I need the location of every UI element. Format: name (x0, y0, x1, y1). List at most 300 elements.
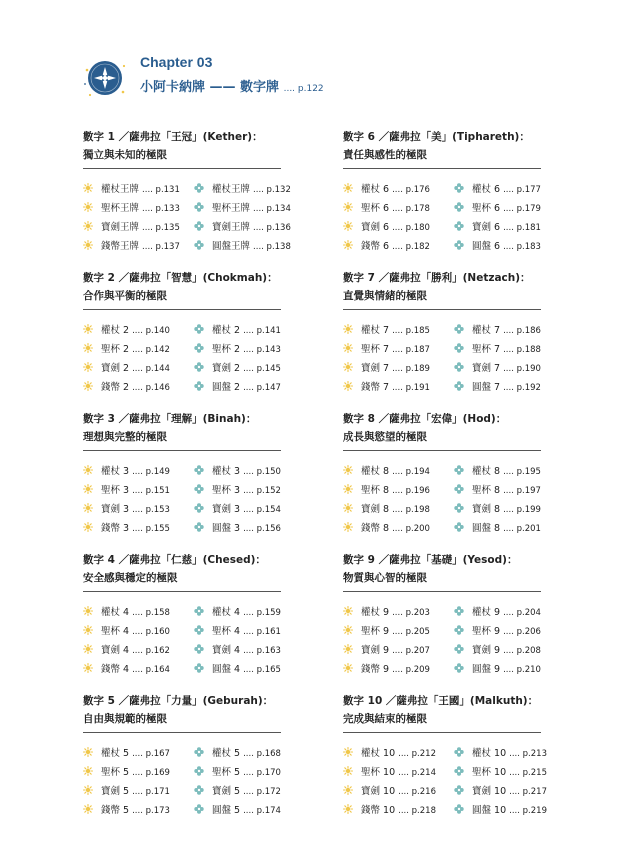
flower-icon (194, 625, 204, 635)
card-list (343, 747, 553, 827)
card-name: 圓盤 3 (212, 523, 241, 534)
card-name: 聖杯 6 (472, 203, 501, 214)
card-page-ref: .... p.189 (392, 364, 430, 374)
number-section (343, 410, 553, 545)
sun-icon (83, 221, 93, 231)
card-entry (83, 465, 170, 479)
section-title: 數字 2 ／薩弗拉「智慧」(Chokmah)： (83, 272, 278, 284)
section-divider (343, 591, 541, 592)
sun-icon (83, 747, 93, 757)
card-name: 聖杯 3 (101, 485, 130, 496)
card-entry (343, 484, 430, 498)
card-name: 權杖 10 (472, 748, 507, 759)
card-list (83, 183, 293, 263)
card-page-ref: .... p.180 (392, 223, 430, 233)
chapter-header (83, 52, 503, 102)
card-page-ref: .... p.190 (503, 364, 541, 374)
section-divider (83, 309, 281, 310)
card-page-ref: .... p.197 (503, 486, 541, 496)
card-name: 寶劍 8 (361, 504, 390, 515)
card-entry (194, 785, 281, 799)
card-name: 寶劍 6 (472, 222, 501, 233)
card-name: 聖杯 8 (361, 485, 390, 496)
card-entry (454, 522, 541, 536)
flower-icon (194, 663, 204, 673)
card-entry (343, 343, 430, 357)
card-page-ref: .... p.192 (503, 383, 541, 393)
flower-icon (454, 606, 464, 616)
sun-icon (343, 484, 353, 494)
card-entry (343, 606, 430, 620)
sun-icon (343, 465, 353, 475)
card-name: 聖杯 9 (361, 626, 390, 637)
sun-icon (83, 644, 93, 654)
card-page-ref: .... p.159 (243, 608, 281, 618)
card-page-ref: .... p.214 (398, 768, 436, 778)
card-entry (194, 465, 281, 479)
chapter-title-text: 小阿卡納牌 —— 數字牌 (140, 80, 280, 95)
flower-icon (454, 202, 464, 212)
card-name: 聖杯 3 (212, 485, 241, 496)
card-name: 錢幣 7 (361, 382, 390, 393)
card-entry (194, 324, 281, 338)
flower-icon (194, 183, 204, 193)
sun-icon (83, 606, 93, 616)
card-page-ref: .... p.152 (243, 486, 281, 496)
flower-icon (194, 343, 204, 353)
card-name: 權杖王牌 (212, 184, 251, 195)
card-name: 錢幣 5 (101, 805, 130, 816)
section-subtitle: 成長與慾望的極限 (343, 431, 427, 443)
card-page-ref: .... p.206 (503, 627, 541, 637)
card-entry (83, 625, 170, 639)
sun-icon (83, 465, 93, 475)
card-entry (343, 663, 430, 677)
card-name: 聖杯 2 (101, 344, 130, 355)
card-entry (83, 202, 180, 216)
number-section (83, 551, 293, 686)
card-entry (83, 362, 170, 376)
sun-icon (343, 240, 353, 250)
card-entry (454, 240, 541, 254)
sun-icon (343, 625, 353, 635)
flower-icon (454, 747, 464, 757)
card-list (83, 606, 293, 686)
number-section (83, 128, 293, 263)
card-entry (454, 766, 547, 780)
card-page-ref: .... p.181 (503, 223, 541, 233)
card-name: 聖杯 9 (472, 626, 501, 637)
card-entry (83, 183, 180, 197)
card-name: 權杖 7 (472, 325, 501, 336)
card-name: 錢幣 2 (101, 382, 130, 393)
card-entry (454, 606, 541, 620)
card-page-ref: .... p.155 (132, 524, 170, 534)
card-name: 寶劍 2 (212, 363, 241, 374)
card-name: 圓盤 8 (472, 523, 501, 534)
card-name: 權杖 10 (361, 748, 396, 759)
card-name: 權杖 2 (101, 325, 130, 336)
card-page-ref: .... p.209 (392, 665, 430, 675)
sun-icon (343, 522, 353, 532)
card-name: 寶劍 7 (361, 363, 390, 374)
card-name: 權杖 6 (472, 184, 501, 195)
flower-icon (454, 522, 464, 532)
card-name: 聖杯 5 (101, 767, 130, 778)
chapter-title (140, 76, 324, 95)
card-name: 圓盤 9 (472, 664, 501, 675)
card-page-ref: .... p.201 (503, 524, 541, 534)
flower-icon (194, 381, 204, 391)
card-name: 圓盤王牌 (212, 241, 251, 252)
card-page-ref: .... p.178 (392, 204, 430, 214)
card-name: 錢幣 6 (361, 241, 390, 252)
card-name: 寶劍王牌 (101, 222, 140, 233)
sun-icon (343, 202, 353, 212)
section-title: 數字 10 ／薩弗拉「王國」(Malkuth)： (343, 695, 539, 707)
card-name: 寶劍 9 (472, 645, 501, 656)
card-entry (83, 484, 170, 498)
card-entry (194, 240, 291, 254)
card-entry (454, 221, 541, 235)
flower-icon (454, 663, 464, 673)
number-section (343, 269, 553, 404)
card-name: 權杖 8 (472, 466, 501, 477)
card-page-ref: .... p.215 (509, 768, 547, 778)
sun-icon (343, 663, 353, 673)
card-page-ref: .... p.135 (142, 223, 180, 233)
card-page-ref: .... p.140 (132, 326, 170, 336)
section-divider (343, 309, 541, 310)
card-name: 寶劍 3 (212, 504, 241, 515)
sun-icon (83, 766, 93, 776)
sun-icon (343, 503, 353, 513)
sun-icon (83, 343, 93, 353)
card-entry (454, 484, 541, 498)
card-page-ref: .... p.156 (243, 524, 281, 534)
chapter-label: Chapter 03 (140, 54, 213, 70)
section-title: 數字 1 ／薩弗拉「王冠」(Kether)： (83, 131, 263, 143)
card-page-ref: .... p.137 (142, 242, 180, 252)
card-name: 圓盤 4 (212, 664, 241, 675)
card-entry (343, 766, 436, 780)
card-page-ref: .... p.145 (243, 364, 281, 374)
card-page-ref: .... p.179 (503, 204, 541, 214)
card-entry (194, 484, 281, 498)
flower-icon (454, 381, 464, 391)
sun-icon (343, 804, 353, 814)
section-subtitle: 理想與完整的極限 (83, 431, 167, 443)
card-entry (454, 644, 541, 658)
card-name: 聖杯 7 (361, 344, 390, 355)
card-page-ref: .... p.205 (392, 627, 430, 637)
card-list (83, 324, 293, 404)
card-name: 聖杯 4 (101, 626, 130, 637)
card-entry (343, 747, 436, 761)
card-name: 權杖王牌 (101, 184, 140, 195)
card-name: 權杖 5 (212, 748, 241, 759)
card-name: 寶劍 6 (361, 222, 390, 233)
card-name: 錢幣 10 (361, 805, 396, 816)
sun-icon (343, 785, 353, 795)
card-entry (194, 362, 281, 376)
sun-icon (83, 362, 93, 372)
sun-icon (343, 381, 353, 391)
card-entry (343, 644, 430, 658)
section-divider (83, 168, 281, 169)
card-name: 權杖 3 (101, 466, 130, 477)
card-page-ref: .... p.142 (132, 345, 170, 355)
card-name: 圓盤 10 (472, 805, 507, 816)
card-entry (83, 644, 170, 658)
flower-icon (194, 606, 204, 616)
flower-icon (194, 522, 204, 532)
card-page-ref: .... p.172 (243, 787, 281, 797)
card-name: 寶劍 10 (361, 786, 396, 797)
card-page-ref: .... p.163 (243, 646, 281, 656)
card-entry (83, 663, 170, 677)
section-subtitle: 直覺與情緒的極限 (343, 290, 427, 302)
card-page-ref: .... p.165 (243, 665, 281, 675)
card-entry (454, 785, 547, 799)
card-list (343, 606, 553, 686)
sun-icon (343, 766, 353, 776)
card-name: 聖杯 7 (472, 344, 501, 355)
card-entry (454, 381, 541, 395)
card-name: 圓盤 7 (472, 382, 501, 393)
card-page-ref: .... p.177 (503, 185, 541, 195)
card-name: 聖杯王牌 (101, 203, 140, 214)
flower-icon (194, 766, 204, 776)
card-page-ref: .... p.194 (392, 467, 430, 477)
section-subtitle: 獨立與未知的極限 (83, 149, 167, 161)
number-section (83, 269, 293, 404)
section-divider (343, 732, 541, 733)
sun-icon (83, 324, 93, 334)
card-page-ref: .... p.143 (243, 345, 281, 355)
section-title: 數字 3 ／薩弗拉「理解」(Binah)： (83, 413, 257, 425)
number-section (343, 692, 553, 827)
card-entry (194, 606, 281, 620)
card-list (343, 183, 553, 263)
card-page-ref: .... p.136 (253, 223, 291, 233)
card-entry (343, 324, 430, 338)
chapter-page-ref: .... p.122 (283, 84, 324, 94)
card-entry (194, 503, 281, 517)
card-entry (343, 625, 430, 639)
card-page-ref: .... p.217 (509, 787, 547, 797)
card-page-ref: .... p.134 (253, 204, 291, 214)
section-title: 數字 4 ／薩弗拉「仁慈」(Chesed)： (83, 554, 266, 566)
card-entry (83, 747, 170, 761)
card-entry (83, 522, 170, 536)
card-list (343, 465, 553, 545)
flower-icon (454, 343, 464, 353)
flower-icon (454, 240, 464, 250)
card-name: 聖杯 5 (212, 767, 241, 778)
sun-icon (83, 804, 93, 814)
card-entry (343, 183, 430, 197)
card-name: 聖杯王牌 (212, 203, 251, 214)
card-page-ref: .... p.174 (243, 806, 281, 816)
flower-icon (194, 202, 204, 212)
card-name: 圓盤 6 (472, 241, 501, 252)
card-page-ref: .... p.216 (398, 787, 436, 797)
card-name: 寶劍 4 (212, 645, 241, 656)
card-page-ref: .... p.191 (392, 383, 430, 393)
section-subtitle: 責任與感性的極限 (343, 149, 427, 161)
sun-icon (83, 785, 93, 795)
card-name: 寶劍 2 (101, 363, 130, 374)
card-page-ref: .... p.185 (392, 326, 430, 336)
card-entry (194, 766, 281, 780)
card-entry (343, 465, 430, 479)
card-page-ref: .... p.210 (503, 665, 541, 675)
card-page-ref: .... p.168 (243, 749, 281, 759)
section-divider (343, 450, 541, 451)
card-page-ref: .... p.138 (253, 242, 291, 252)
sun-icon (83, 381, 93, 391)
card-name: 權杖 9 (361, 607, 390, 618)
card-name: 錢幣 9 (361, 664, 390, 675)
card-name: 聖杯 2 (212, 344, 241, 355)
card-name: 權杖 8 (361, 466, 390, 477)
number-section (343, 128, 553, 263)
card-name: 權杖 2 (212, 325, 241, 336)
card-entry (194, 221, 291, 235)
card-entry (454, 465, 541, 479)
card-name: 聖杯 10 (472, 767, 507, 778)
card-name: 寶劍 5 (101, 786, 130, 797)
sun-icon (343, 606, 353, 616)
card-name: 錢幣 3 (101, 523, 130, 534)
card-name: 寶劍 10 (472, 786, 507, 797)
card-page-ref: .... p.199 (503, 505, 541, 515)
flower-icon (454, 362, 464, 372)
section-divider (83, 450, 281, 451)
card-entry (454, 747, 547, 761)
card-page-ref: .... p.203 (392, 608, 430, 618)
card-entry (343, 804, 436, 818)
card-list (83, 465, 293, 545)
card-list (343, 324, 553, 404)
card-page-ref: .... p.212 (398, 749, 436, 759)
flower-icon (454, 183, 464, 193)
card-page-ref: .... p.183 (503, 242, 541, 252)
flower-icon (194, 503, 204, 513)
sun-icon (83, 663, 93, 673)
section-title: 數字 8 ／薩弗拉「宏偉」(Hod)： (343, 413, 507, 425)
flower-icon (454, 804, 464, 814)
card-page-ref: .... p.153 (132, 505, 170, 515)
card-page-ref: .... p.162 (132, 646, 170, 656)
card-entry (454, 362, 541, 376)
card-entry (343, 240, 430, 254)
card-entry (343, 221, 430, 235)
flower-icon (454, 465, 464, 475)
card-name: 權杖 6 (361, 184, 390, 195)
card-name: 權杖 4 (101, 607, 130, 618)
card-entry (454, 804, 547, 818)
card-entry (83, 606, 170, 620)
card-page-ref: .... p.158 (132, 608, 170, 618)
flower-icon (454, 484, 464, 494)
flower-icon (454, 503, 464, 513)
card-name: 權杖 7 (361, 325, 390, 336)
card-name: 錢幣 8 (361, 523, 390, 534)
card-page-ref: .... p.160 (132, 627, 170, 637)
card-page-ref: .... p.200 (392, 524, 430, 534)
card-entry (83, 503, 170, 517)
card-page-ref: .... p.186 (503, 326, 541, 336)
card-entry (454, 663, 541, 677)
section-subtitle: 完成與結束的極限 (343, 713, 427, 725)
card-page-ref: .... p.169 (132, 768, 170, 778)
card-entry (83, 240, 180, 254)
card-page-ref: .... p.173 (132, 806, 170, 816)
number-section (83, 410, 293, 545)
sun-icon (343, 221, 353, 231)
card-page-ref: .... p.213 (509, 749, 547, 759)
card-page-ref: .... p.150 (243, 467, 281, 477)
card-name: 聖杯 4 (212, 626, 241, 637)
card-entry (194, 644, 281, 658)
card-name: 寶劍 8 (472, 504, 501, 515)
flower-icon (194, 785, 204, 795)
card-page-ref: .... p.182 (392, 242, 430, 252)
card-entry (194, 625, 281, 639)
section-subtitle: 合作與平衡的極限 (83, 290, 167, 302)
card-name: 聖杯 10 (361, 767, 396, 778)
card-entry (194, 381, 281, 395)
flower-icon (454, 324, 464, 334)
card-page-ref: .... p.147 (243, 383, 281, 393)
section-divider (83, 732, 281, 733)
card-page-ref: .... p.144 (132, 364, 170, 374)
flower-icon (194, 747, 204, 757)
card-name: 聖杯 6 (361, 203, 390, 214)
card-name: 寶劍 5 (212, 786, 241, 797)
section-title: 數字 9 ／薩弗拉「基礎」(Yesod)： (343, 554, 518, 566)
sun-icon (343, 362, 353, 372)
sun-icon (343, 644, 353, 654)
card-name: 寶劍 4 (101, 645, 130, 656)
card-entry (454, 343, 541, 357)
card-entry (454, 202, 541, 216)
flower-icon (454, 785, 464, 795)
card-page-ref: .... p.207 (392, 646, 430, 656)
section-subtitle: 自由與規範的極限 (83, 713, 167, 725)
flower-icon (454, 766, 464, 776)
card-entry (454, 625, 541, 639)
card-page-ref: .... p.149 (132, 467, 170, 477)
flower-icon (454, 644, 464, 654)
flower-icon (194, 221, 204, 231)
sun-icon (343, 747, 353, 757)
card-entry (454, 503, 541, 517)
star-emblem-icon (83, 56, 127, 100)
card-name: 權杖 3 (212, 466, 241, 477)
card-page-ref: .... p.171 (132, 787, 170, 797)
card-entry (343, 503, 430, 517)
sun-icon (83, 240, 93, 250)
card-entry (83, 324, 170, 338)
flower-icon (194, 324, 204, 334)
card-entry (83, 766, 170, 780)
sun-icon (83, 503, 93, 513)
card-name: 寶劍 7 (472, 363, 501, 374)
card-page-ref: .... p.164 (132, 665, 170, 675)
